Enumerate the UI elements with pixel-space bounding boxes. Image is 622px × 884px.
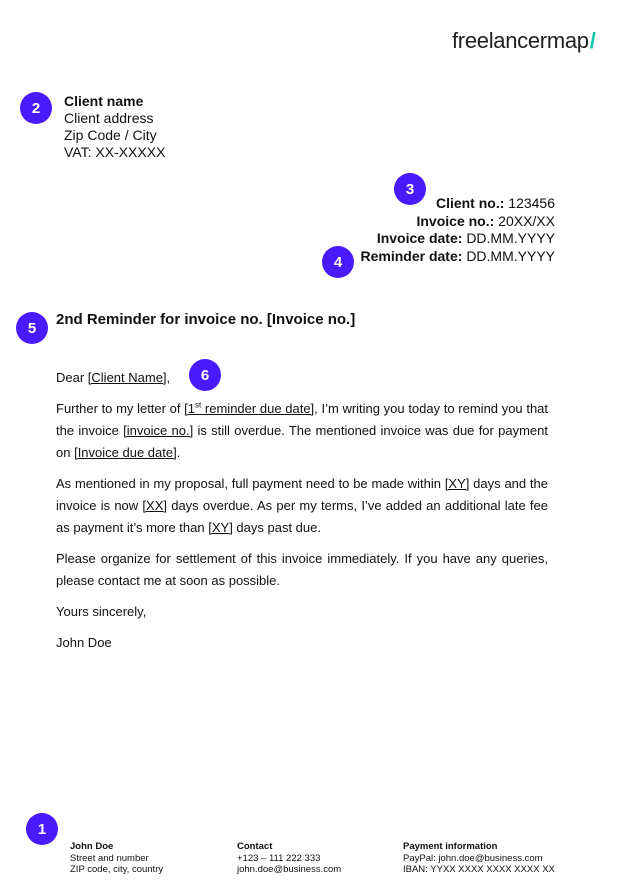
footer-payment [403, 841, 555, 876]
footer-sender-zip: ZIP code, city, country [70, 864, 164, 875]
greeting [56, 367, 548, 389]
p1-text-c: reminder due date] [201, 401, 315, 416]
invoice-date-row [361, 230, 556, 248]
greeting-text: Dear [56, 370, 88, 385]
footer-contact [237, 841, 341, 876]
p2-text-e: days overdue. As per my terms, I’ve added an additional late fee as payment it’s more than [56, 498, 549, 535]
signature: John Doe [56, 635, 112, 650]
footer-sender [70, 841, 163, 876]
badge-4: 4 [322, 246, 354, 278]
freelancermap-logo [452, 28, 596, 54]
invoice-no-placeholder: [invoice no.] [123, 423, 194, 438]
p1-text-b: [1 [184, 401, 196, 416]
invoice-no-row [361, 213, 556, 231]
footer-contact-heading: Contact [237, 841, 273, 852]
reminder-due-date-placeholder [184, 401, 314, 416]
footer-payment-iban: IBAN: YYXX XXXX XXXX XXXX XX [403, 864, 555, 875]
badge-6: 6 [189, 359, 221, 391]
p2-text-g: days past due. [232, 520, 321, 535]
reminder-title: 2nd Reminder for invoice no. [Invoice no.] [56, 311, 356, 328]
badge-5: 5 [16, 312, 48, 344]
client-name: Client name [64, 93, 144, 109]
footer-payment-paypal: PayPal: john.doe@business.com [403, 852, 543, 864]
client-zip-city: Zip Code / City [64, 127, 157, 143]
badge-1: 1 [26, 813, 58, 845]
payment-days-placeholder: [XY] [444, 476, 470, 491]
client-vat: VAT: XX-XXXXX [64, 144, 166, 160]
client-no-value: 123456 [508, 195, 555, 211]
p1-text-f: is still overdue. The mentioned invoice was due for payment on [56, 423, 549, 460]
paragraph-3: Please organize for settlement of this invoice immediately. If you have any queries, please contact me at soon as possible. [56, 551, 548, 588]
paragraph-2 [56, 473, 548, 539]
p1-text-h: . [176, 445, 181, 460]
footer-sender-street: Street and number [70, 852, 149, 864]
client-name-placeholder: [Client Name] [87, 370, 167, 385]
p1-sup: st [195, 400, 202, 410]
badge-2: 2 [20, 92, 52, 124]
badge-3: 3 [394, 173, 426, 205]
footer-payment-heading: Payment information [403, 841, 498, 852]
invoice-meta-block [361, 195, 556, 265]
p2-text-c: days and the invoice is now [56, 476, 548, 513]
reminder-date-row [361, 248, 556, 266]
footer-contact-phone: +123 – 111 222 333 [237, 852, 321, 864]
client-no-row [361, 195, 556, 213]
reminder-date-label: Reminder date: [360, 247, 463, 264]
invoice-due-date-placeholder: [Invoice due date] [74, 445, 177, 460]
logo-slash: / [589, 28, 596, 53]
invoice-date-label: Invoice date: [376, 230, 463, 246]
overdue-days-placeholder: [XX] [142, 498, 167, 513]
footer-sender-heading: John Doe [70, 841, 114, 852]
reminder-date-value: DD.MM.YYYY [466, 247, 555, 264]
client-address: Client address [64, 110, 154, 126]
invoice-no-label: Invoice no.: [416, 212, 495, 229]
invoice-date-value: DD.MM.YYYY [466, 230, 555, 246]
paragraph-1 [56, 398, 548, 464]
client-no-label: Client no.: [435, 195, 505, 211]
p1-text-a: Further to my letter of [56, 401, 185, 416]
late-fee-days-placeholder: [XY] [208, 520, 233, 535]
closing: Yours sincerely, [56, 604, 147, 619]
p2-text-a: As mentioned in my proposal, full payment need to be made within [56, 476, 445, 491]
p1-text-d: , I’m writing you today to remind you that the invoice [56, 401, 549, 438]
footer-contact-email: john.doe@business.com [237, 864, 342, 875]
letter-body [56, 367, 548, 663]
invoice-no-value: 20XX/XX [498, 212, 555, 229]
logo-wordmark: freelancermap [452, 28, 589, 53]
greeting-comma: , [166, 370, 171, 385]
client-address-block [64, 93, 165, 161]
